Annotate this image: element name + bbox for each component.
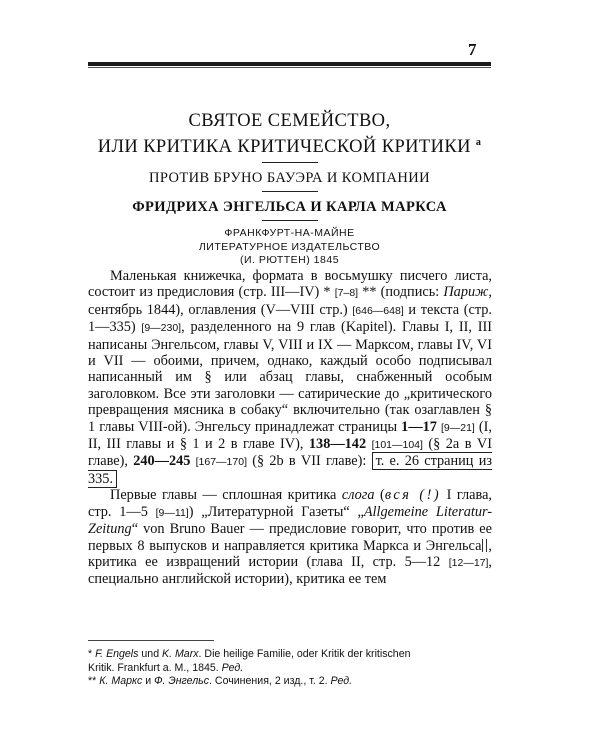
editorial-note-mark: a <box>475 137 482 148</box>
page-ref: [12—17] <box>448 556 489 569</box>
journal-title: Allgemeine Literatur-Zeitung <box>88 503 493 538</box>
footnote-rule <box>88 640 214 641</box>
italic-text: Париж <box>443 284 489 301</box>
bold-pages: 1—17 <box>401 418 437 435</box>
body-text <box>88 268 492 588</box>
page-ref: [101—104] <box>371 439 423 452</box>
publisher-name: ЛИТЕРАТУРНОЕ ИЗДАТЕЛЬСТВО <box>198 240 381 253</box>
margin-mark <box>482 539 487 552</box>
footnote-2: ** К. Маркс и Ф. Энгельс. Сочинения, 2 изд., т. 2. Ред. <box>88 675 353 687</box>
footnotes <box>88 648 498 689</box>
spaced-emphasis: вся (!) <box>384 487 442 504</box>
footnote-1: * F. Engels und K. Marx. Die heilige Familie, oder Kritik der kritischen <box>88 648 411 660</box>
subtitle-divider <box>262 191 318 192</box>
subtitle: ПРОТИВ БРУНО БАУЭРА И КОМПАНИИ <box>148 170 431 187</box>
paragraph-1: Маленькая книжечка, формата в восьмушку писчего листа, состоит из предисловия (стр. III—IV) * [7–8] ** (подпись: Париж, сентябрь 1844), оглавления (V—VIII стр.) [646—648] и текста (стр. 1—335) [9—230], разделенного на 9 глав (Kapitel). Главы I, II, III написаны Энгельсом, главы V, VIII и IX — Марксом, главы IV, VI и VII — обоими, причем, однако, каждый особо подписывал написанный им § или абзац главы, снабженный особым заголовком. Все эти заголовки — сатирические до „критического превращения мясника в собаку“ включительно (так озаглавлен § 1 главы VIII-ой). Энгельсу принадлежат страницы 1—17 [9—21] (I, II, III главы и § 1 и 2 в главе IV), 138—142 [101—104] (§ 2а в VI главе), 240—245 [167—170] (§ 2b в VII главе): т. е. 26 страниц из 335. <box>88 268 492 487</box>
title-line-1: СВЯТОЕ СЕМЕЙСТВО, <box>188 111 391 131</box>
bold-pages: 138—142 <box>308 436 367 453</box>
bold-pages: 240—245 <box>133 453 191 470</box>
footnote-1-cont: Kritik. Frankfurt a. M., 1845. Ред. <box>88 661 244 674</box>
header-rule <box>88 62 491 66</box>
page-ref: [7–8] <box>334 287 359 300</box>
boxed-annotation: т. е. 26 страниц из 335. <box>88 453 492 487</box>
page-ref: [9—11] <box>155 506 189 519</box>
authors-divider <box>262 220 318 221</box>
page-ref: [9—230] <box>141 322 182 335</box>
page-ref: [9—21] <box>440 421 475 434</box>
publisher-city: ФРАНКФУРТ-НА-МАЙНЕ <box>224 227 355 240</box>
publisher-year: (И. РЮТТЕН) 1845 <box>239 254 340 267</box>
title-block <box>88 110 491 268</box>
authors: ФРИДРИХА ЭНГЕЛЬСА И КАРЛА МАРКСА <box>132 199 447 216</box>
header-rule-thin <box>88 67 491 68</box>
title-divider <box>262 162 318 163</box>
publisher-block <box>88 227 491 268</box>
page-ref: [646—648] <box>352 304 404 317</box>
paragraph-2: Первые главы — сплошная критика слога (вся (!) I глава, стр. 1—5 [9—11]) „Литературной Газеты“ „Allgemeine Literatur-Zeitung“ von Bruno Bauer — предисловие говорит, что против ее первых 8 выпусков и направляется критика Маркса и Энгельса , критика ее извращений истории (глава II, стр. 5—12 [12—17], специально английской истории), критика ее тем <box>88 487 493 588</box>
italic-text: слога <box>341 487 375 504</box>
page-number: 7 <box>468 40 477 59</box>
page-ref: [167—170] <box>195 456 247 469</box>
title-line-2: ИЛИ КРИТИКА КРИТИЧЕСКОЙ КРИТИКИ $^a$ <box>97 137 482 158</box>
